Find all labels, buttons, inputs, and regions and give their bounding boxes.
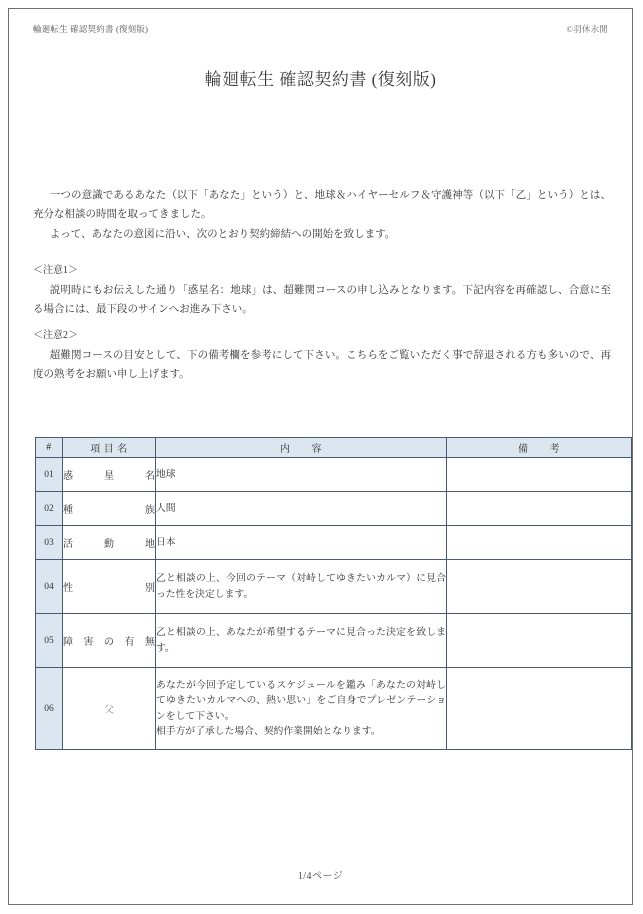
row-number: 05 [36, 614, 63, 668]
row-item-name: 性別 [63, 560, 156, 614]
specification-table-wrapper [35, 437, 627, 750]
intro-paragraph-2: よって、あなたの意図に沿い、次のとおり契約締結への開始を致します。 [49, 228, 396, 240]
row-item-name: 活動地 [63, 526, 156, 560]
row-content: あなたが今回予定しているスケジュールを鑑み「あなたの対峙してゆきたいカルマへの、熱い思い」をご自身でプレゼンテーションをして下さい。 相手方が了承した場合、契約作業開始となります。 [156, 668, 447, 750]
row-note[interactable] [447, 526, 632, 560]
note-1-body: 説明時にもお伝えした通り「惑星名：地球」は、超難関コースの申し込みとなります。下記内容を再確認し、合意に至る場合には、最下段のサインへお進み下さい。 [33, 284, 611, 315]
row-content: 人間 [156, 492, 447, 526]
note-1-section [33, 262, 611, 319]
table-row [36, 614, 632, 668]
table-body [36, 458, 632, 750]
table-row [36, 668, 632, 750]
row-item-name: 障害の有無 [63, 614, 156, 668]
row-note[interactable] [447, 492, 632, 526]
row-number: 03 [36, 526, 63, 560]
column-header-content: 内 容 [156, 438, 447, 458]
table-row [36, 492, 632, 526]
header-copyright: ©羽休永閒 [566, 24, 608, 34]
note-2-section [33, 327, 611, 384]
page-footer: 1/4ページ [297, 871, 344, 882]
row-content: 日本 [156, 526, 447, 560]
page-header [9, 9, 632, 51]
row-item-name: 父 [63, 668, 156, 750]
row-number: 04 [36, 560, 63, 614]
row-content: 乙と相談の上、今回のテーマ（対峙してゆきたいカルマ）に見合った性を決定します。 [156, 560, 447, 614]
row-content: 地球 [156, 458, 447, 492]
intro-paragraph-1: 一つの意識であるあなた（以下「あなた」という）と、地球＆ハイヤーセルフ＆守護神等（以下「乙」という）とは、充分な相談の時間を取ってきました。 [33, 190, 611, 221]
row-note[interactable] [447, 668, 632, 750]
note-2-heading: ＜注意2＞ [33, 330, 78, 341]
intro-section [33, 186, 611, 244]
table-header [36, 438, 632, 458]
row-item-name: 惑星名 [63, 458, 156, 492]
page-title: 輪廻転生 確認契約書 (復刻版) [204, 70, 437, 89]
row-note[interactable] [447, 458, 632, 492]
note-1-heading: ＜注意1＞ [33, 265, 78, 276]
table-row [36, 560, 632, 614]
document-page [8, 8, 633, 905]
row-number: 02 [36, 492, 63, 526]
column-header-note: 備 考 [447, 438, 632, 458]
specification-table [35, 437, 632, 750]
row-note[interactable] [447, 614, 632, 668]
note-2-body: 超難関コースの目安として、下の備考欄を参考にして下さい。こちらをご覧いただく事で辞退される方も多いので、再度の熟考をお願い申し上げます。 [33, 349, 611, 380]
row-item-name: 種族 [63, 492, 156, 526]
row-number: 01 [36, 458, 63, 492]
row-content: 乙と相談の上、あなたが希望するテーマに見合った決定を致します。 [156, 614, 447, 668]
column-header-item: 項 目 名 [63, 438, 156, 458]
row-number: 06 [36, 668, 63, 750]
header-document-name: 輪廻転生 確認契約書 (復刻版) [33, 24, 149, 34]
table-header-row [36, 438, 632, 458]
row-note[interactable] [447, 560, 632, 614]
table-row [36, 458, 632, 492]
column-header-number: # [36, 438, 63, 458]
table-row [36, 526, 632, 560]
